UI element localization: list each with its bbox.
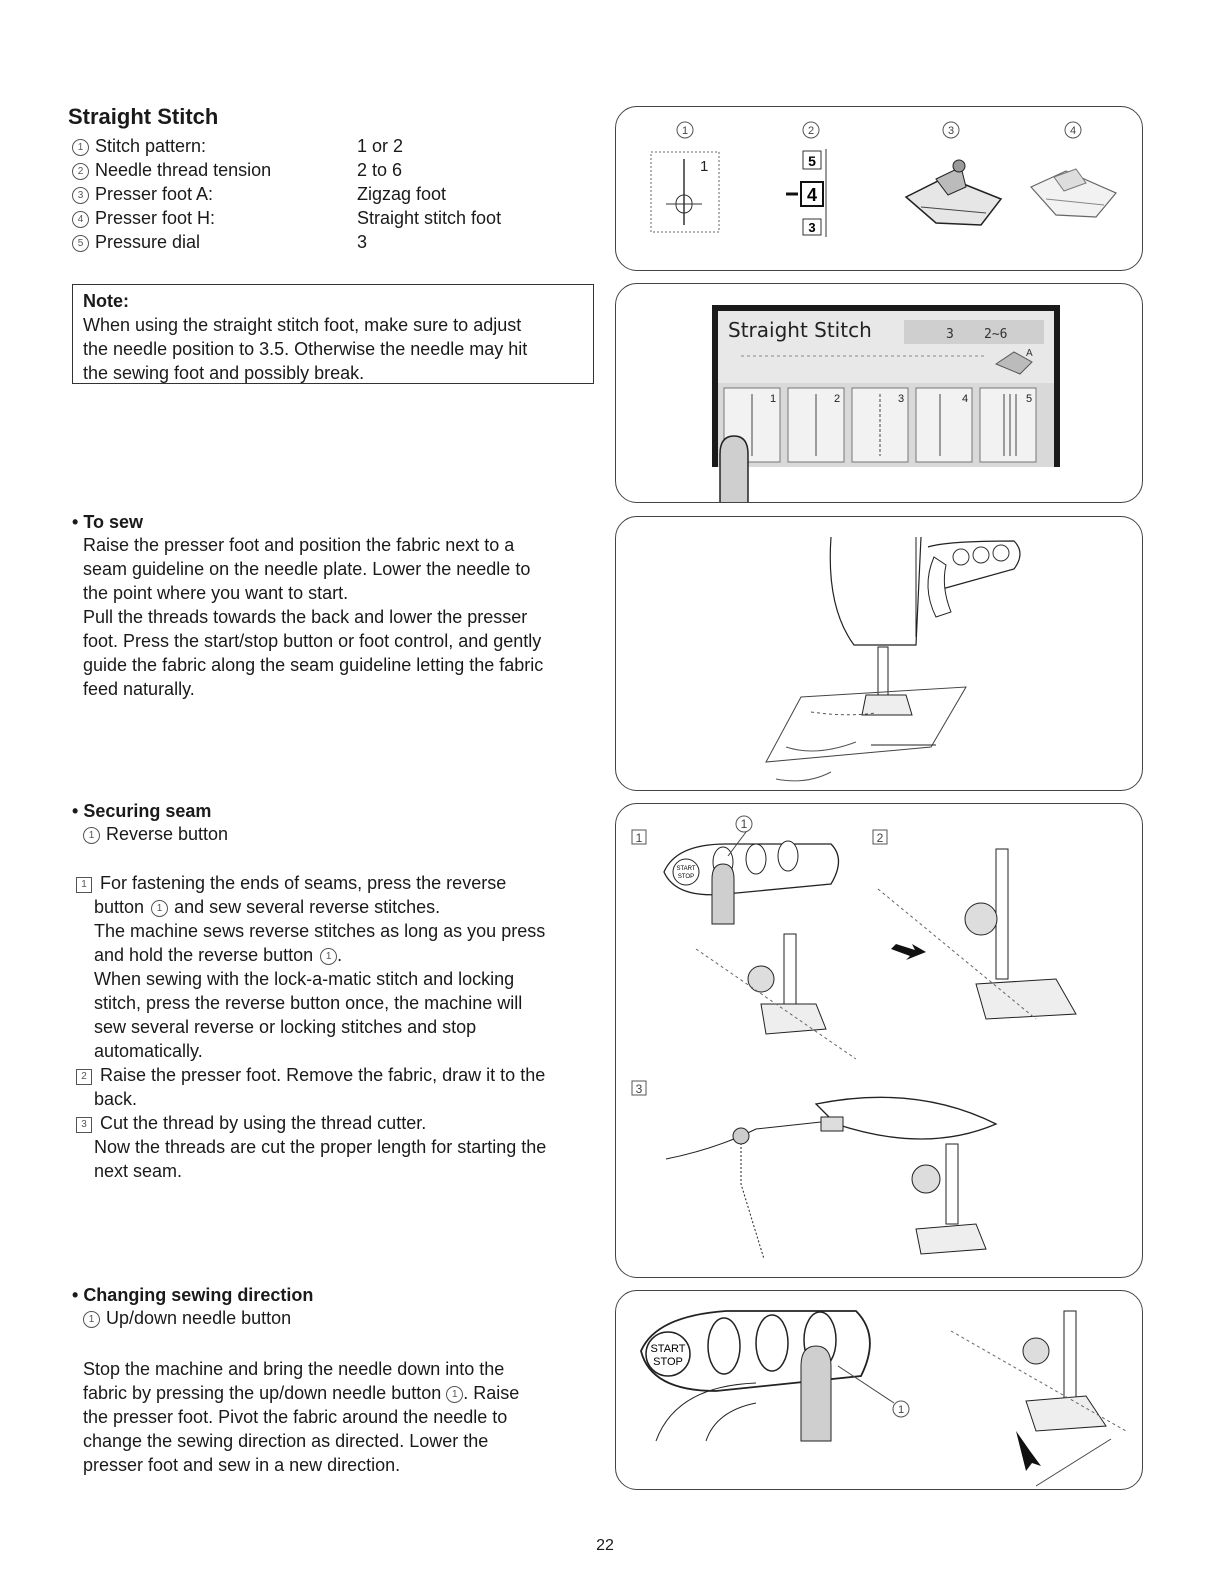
step-3: 3 Cut the thread by using the thread cutter. (76, 1111, 616, 1135)
fig-label: 2 (807, 125, 815, 137)
arrow-icon (891, 944, 926, 960)
changing-direction-text: Stop the machine and bring the needle down into the fabric by pressing the up/down needle button 1 . Raise the presser foot. Pivot the fabric around the needle to change the sewing direction as directed. Lower the presser foot and sew in a new direction. (83, 1359, 520, 1475)
to-sew-section (72, 512, 612, 701)
page-number: 22 (596, 1537, 614, 1554)
spec-value: Zigzag foot (357, 184, 447, 204)
svg-text:1: 1 (635, 831, 643, 845)
fig-label: 4 (1069, 125, 1077, 137)
circled-number: 2 (72, 163, 89, 180)
reference-line: 1 Reverse button (72, 822, 612, 846)
svg-text:3: 3 (808, 220, 816, 235)
svg-text:3: 3 (898, 393, 905, 405)
lcd-title: Straight Stitch (728, 318, 872, 342)
svg-text:4: 4 (962, 393, 969, 405)
lcd-status: 3 (946, 327, 954, 342)
figure-lcd (615, 283, 1143, 503)
body-line: seam guideline on the needle plate. Lower the needle to (83, 559, 531, 579)
spec-row (72, 182, 572, 206)
spec-label: Needle thread tension (95, 160, 272, 180)
spec-row (72, 230, 572, 254)
securing-seam-section (72, 801, 612, 846)
note-box (72, 284, 594, 384)
svg-text:1: 1 (897, 1404, 905, 1416)
spec-row (72, 134, 572, 158)
circled-number: 1 (72, 139, 89, 156)
body-line: feed naturally. (83, 679, 195, 699)
spec-value: 3 (357, 232, 368, 252)
section-heading: • Changing sewing direction (72, 1285, 314, 1305)
body-line: guide the fabric along the seam guideline letting the fabric (83, 655, 544, 675)
spec-label: Presser foot A: (95, 184, 214, 204)
lcd-foot: A (1026, 348, 1033, 359)
tension-dial-icon (786, 149, 826, 237)
svg-text:START: START (676, 866, 696, 872)
note-line: When using the straight stitch foot, make sure to adjust (83, 315, 522, 335)
spec-label: Presser foot H: (95, 208, 216, 228)
spec-row (72, 158, 572, 182)
spec-value: 1 or 2 (357, 136, 404, 156)
note-title: Note: (83, 291, 129, 311)
stitch-pattern-icon (651, 152, 719, 232)
spec-value: Straight stitch foot (357, 208, 502, 228)
spec-label: Stitch pattern: (95, 136, 207, 156)
figure-securing (615, 803, 1143, 1278)
body-line: the point where you want to start. (83, 583, 349, 603)
page-title: Straight Stitch (68, 104, 219, 129)
svg-text:START: START (650, 1343, 686, 1355)
circled-number: 4 (72, 211, 89, 228)
svg-text:STOP: STOP (653, 1356, 683, 1368)
arrow-icon (1016, 1431, 1041, 1471)
circled-number: 3 (72, 187, 89, 204)
straight-stitch-foot-icon (1031, 169, 1116, 217)
body-line: foot. Press the start/stop button or foot control, and gently (83, 631, 542, 651)
reference-line: 1 Up/down needle button (72, 1306, 612, 1330)
note-line: the sewing foot and possibly break. (83, 363, 365, 383)
fig-label: 3 (947, 125, 955, 137)
step-1: 1 For fastening the ends of seams, press the reverse (76, 871, 616, 895)
spec-value: 2 to 6 (357, 160, 403, 180)
svg-text:STOP: STOP (677, 874, 695, 880)
changing-direction-section (72, 1285, 612, 1330)
section-heading: • To sew (72, 512, 143, 532)
spec-label: Pressure dial (95, 232, 201, 252)
body-line: Pull the threads towards the back and lower the presser (83, 607, 528, 627)
securing-steps: 1 For fastening the ends of seams, press the reverse button 1 and sew several reverse stitches. The machine sews reverse stitches as long as you press and hold the reverse button 1 . When sewing with the lock-a-matic stitch and locking stitch, press the reverse button once, the machine will sew several reverse or locking stitches and stop automatically. 2 Raise the presser foot. Remove the fabric, draw it to the back. 3 Cut the thread by using the thread cutter. Now the threads are cut the proper length for starting the next seam. (76, 871, 616, 1183)
svg-text:1: 1 (700, 158, 709, 175)
finger-icon (801, 1346, 831, 1441)
figure-changing (615, 1290, 1143, 1490)
step-2: 2 Raise the presser foot. Remove the fabric, draw it to the (76, 1063, 616, 1087)
spec-row (72, 206, 572, 230)
figure-sewing (615, 516, 1143, 791)
zigzag-foot-icon (906, 160, 1001, 225)
finger-icon (712, 864, 734, 924)
fig-label: 1 (681, 125, 689, 137)
svg-text:3: 3 (635, 1082, 643, 1096)
note-line: the needle position to 3.5. Otherwise the needle may hit (83, 339, 528, 359)
svg-text:1: 1 (740, 817, 748, 831)
section-heading: • Securing seam (72, 801, 212, 821)
figure-settings (615, 106, 1143, 271)
svg-text:5: 5 (808, 153, 816, 169)
svg-text:5: 5 (1026, 393, 1033, 405)
svg-text:4: 4 (806, 185, 818, 205)
circled-number: 5 (72, 235, 89, 252)
finger-icon (720, 436, 748, 503)
svg-text:2: 2 (876, 831, 884, 845)
lcd-status2: 2~6 (984, 327, 1008, 342)
body-line: Raise the presser foot and position the fabric next to a (83, 535, 515, 555)
svg-text:2: 2 (834, 393, 841, 405)
svg-text:1: 1 (770, 393, 777, 405)
